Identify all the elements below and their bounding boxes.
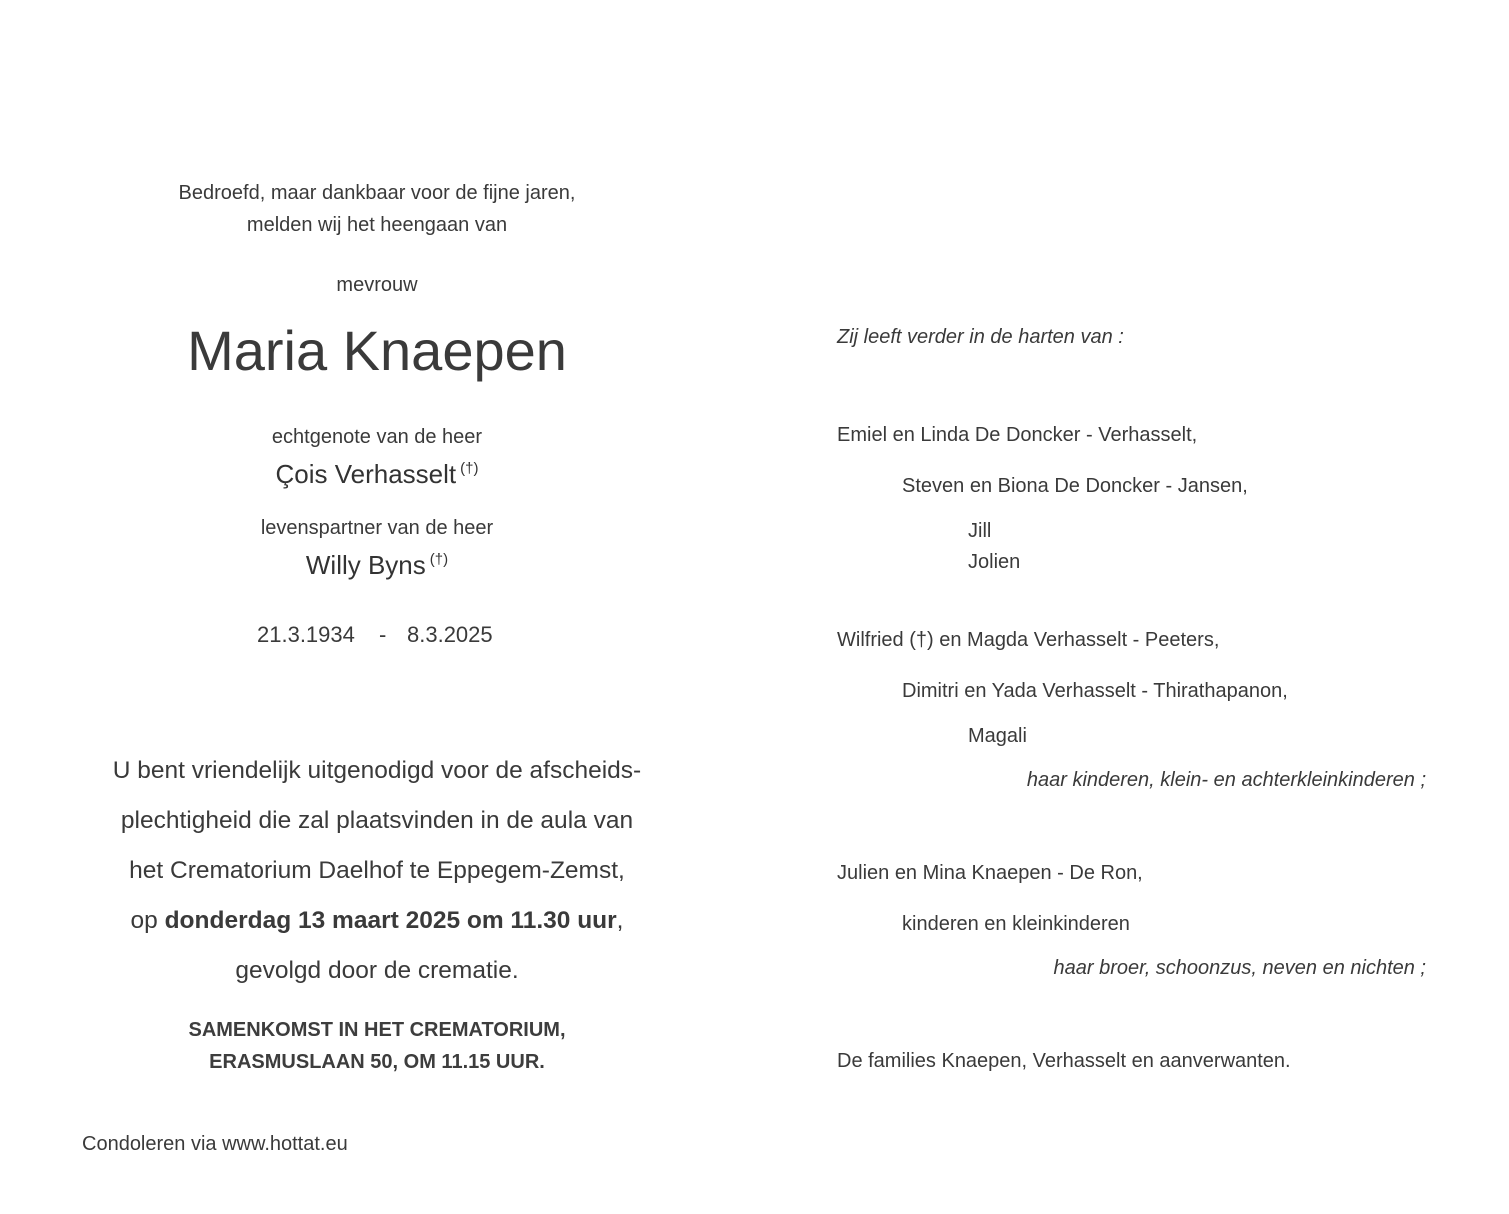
invite-line-4-prefix: op bbox=[130, 907, 165, 934]
family-1-line-2: Steven en Biona De Doncker - Jansen, bbox=[902, 475, 1248, 497]
group-1-caption: haar kinderen, klein- en achterkleinkinderen ; bbox=[1026, 769, 1426, 791]
partner-name: Willy Byns bbox=[305, 550, 426, 580]
family-3-line-2: kinderen en kleinkinderen bbox=[902, 913, 1130, 935]
partner-name-line bbox=[306, 550, 448, 581]
death-date: 8.3.2025 bbox=[407, 622, 493, 647]
deceased-name: Maria Knaepen bbox=[187, 319, 567, 382]
closing-line: De families Knaepen, Verhasselt en aanverwanten. bbox=[837, 1050, 1291, 1072]
family-1-child-2: Jolien bbox=[968, 551, 1021, 573]
intro-line-2: melden wij het heengaan van bbox=[246, 214, 508, 236]
group-2-caption: haar broer, schoonzus, neven en nichten ; bbox=[1053, 957, 1426, 979]
invite-line-4-suffix: , bbox=[616, 907, 624, 934]
condolence-link-text: Condoleren via www.hottat.eu bbox=[82, 1133, 348, 1155]
family-3-line-1: Julien en Mina Knaepen - De Ron, bbox=[837, 862, 1143, 884]
honorific: mevrouw bbox=[336, 274, 418, 296]
invite-line-3: het Crematorium Daelhof te Eppegem-Zemst, bbox=[129, 857, 625, 884]
gathering-line-1: SAMENKOMST IN HET CREMATORIUM, bbox=[188, 1019, 566, 1041]
invite-line-4 bbox=[131, 907, 624, 935]
family-2-line-2: Dimitri en Yada Verhasselt - Thirathapanon, bbox=[902, 680, 1288, 702]
spouse-name: Çois Verhasselt bbox=[275, 459, 457, 489]
family-2-line-1: Wilfried (†) en Magda Verhasselt - Peeters, bbox=[837, 629, 1220, 651]
spouse-name-line bbox=[276, 459, 479, 490]
partner-relation: levenspartner van de heer bbox=[260, 517, 494, 539]
invite-line-2: plechtigheid die zal plaatsvinden in de aula van bbox=[120, 807, 634, 834]
family-2-child-1: Magali bbox=[968, 725, 1027, 747]
date-separator: - bbox=[379, 622, 387, 647]
spouse-relation: echtgenote van de heer bbox=[271, 426, 483, 448]
mourners-heading: Zij leeft verder in de harten van : bbox=[837, 326, 1124, 348]
invite-line-1: U bent vriendelijk uitgenodigd voor de afscheids- bbox=[112, 757, 642, 784]
spouse-dagger: (†) bbox=[460, 460, 479, 477]
birth-date: 21.3.1934 bbox=[257, 622, 355, 647]
partner-dagger: (†) bbox=[429, 551, 449, 568]
ceremony-date-time: donderdag 13 maart 2025 om 11.30 uur bbox=[164, 907, 617, 934]
intro-line-1: Bedroefd, maar dankbaar voor de fijne jaren, bbox=[178, 182, 576, 204]
family-1-line-1: Emiel en Linda De Doncker - Verhasselt, bbox=[837, 424, 1198, 446]
family-1-child-1: Jill bbox=[968, 520, 992, 542]
gathering-line-2: ERASMUSLAAN 50, OM 11.15 UUR. bbox=[209, 1051, 545, 1073]
invite-line-5: gevolgd door de crematie. bbox=[235, 957, 519, 984]
